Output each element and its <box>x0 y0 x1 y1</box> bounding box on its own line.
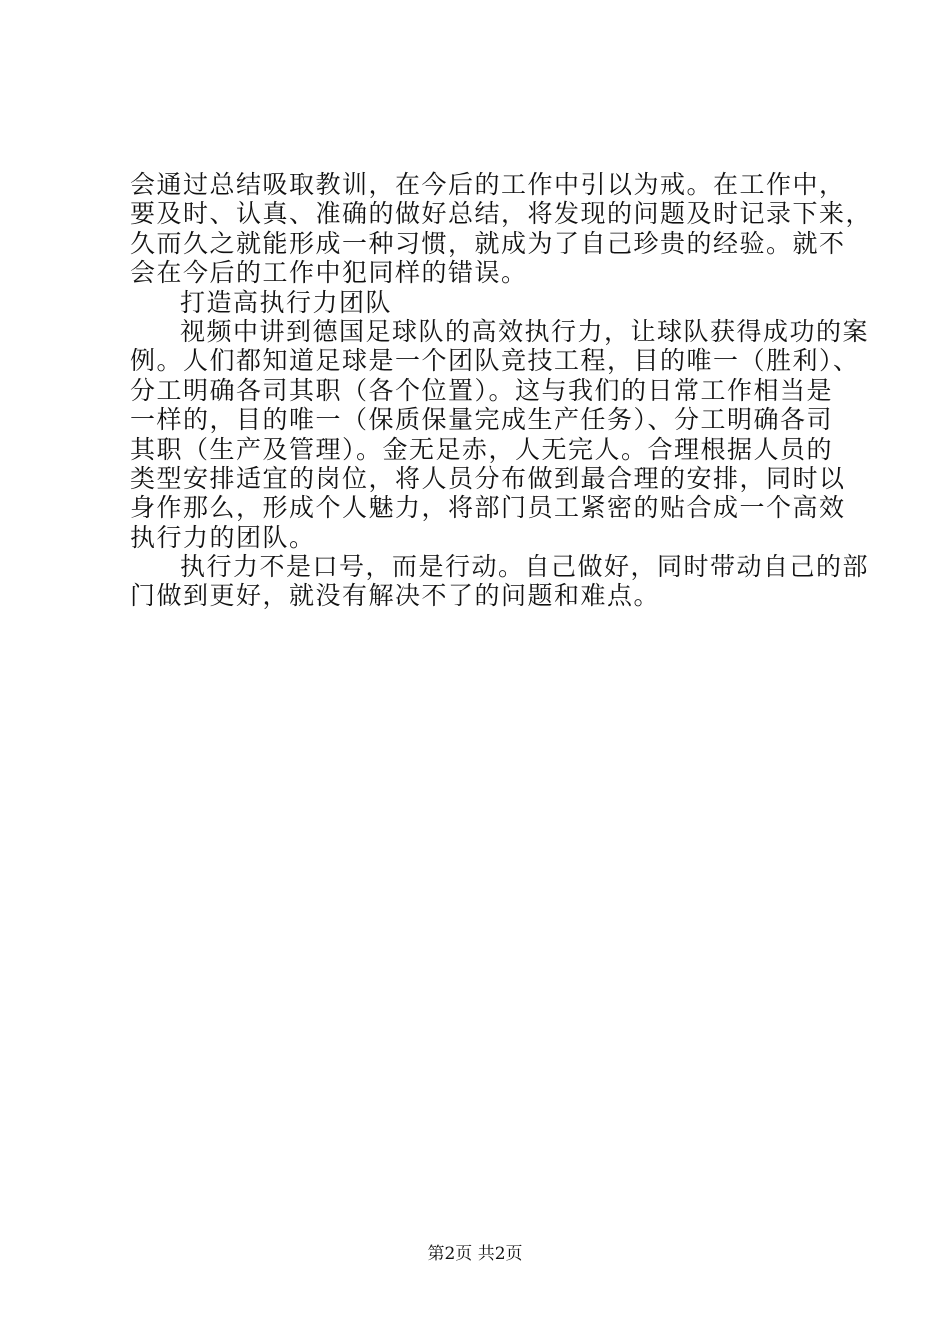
text-line: 执行力不是口号，而是行动。自己做好，同时带动自己的部 <box>180 552 870 582</box>
text-line: 会通过总结吸取教训，在今后的工作中引以为戒。在工作中， <box>130 170 846 199</box>
text-line: 其职（生产及管理）。金无足赤，人无完人。合理根据人员的 <box>130 434 834 464</box>
text-line: 分工明确各司其职（各个位置）。这与我们的日常工作相当是 <box>130 375 834 405</box>
text-line: 身作那么，形成个人魅力，将部门员工紧密的贴合成一个高效 <box>130 493 846 523</box>
text-line: 门做到更好，就没有解决不了的问题和难点。 <box>130 581 661 611</box>
text-line: 久而久之就能形成一种习惯，就成为了自己珍贵的经验。就不 <box>130 228 846 258</box>
section-heading: 打造高执行力团队 <box>180 287 393 317</box>
page-number-footer: 第2页 共2页 <box>427 1244 523 1264</box>
text-line: 例。人们都知道足球是一个团队竞技工程，目的唯一（胜利）、 <box>130 346 860 376</box>
text-line: 执行力的团队。 <box>130 522 316 552</box>
text-line: 类型安排适宜的岗位，将人员分布做到最合理的安排，同时以 <box>130 463 846 493</box>
text-line: 会在今后的工作中犯同样的错误。 <box>130 258 528 288</box>
text-line: 视频中讲到德国足球队的高效执行力，让球队获得成功的案 <box>180 316 870 346</box>
text-line: 要及时、认真、准确的做好总结，将发现的问题及时记录下来， <box>130 199 873 229</box>
text-line: 一样的，目的唯一（保质保量完成生产任务）、分工明确各司 <box>130 405 834 435</box>
document-body <box>130 170 873 611</box>
